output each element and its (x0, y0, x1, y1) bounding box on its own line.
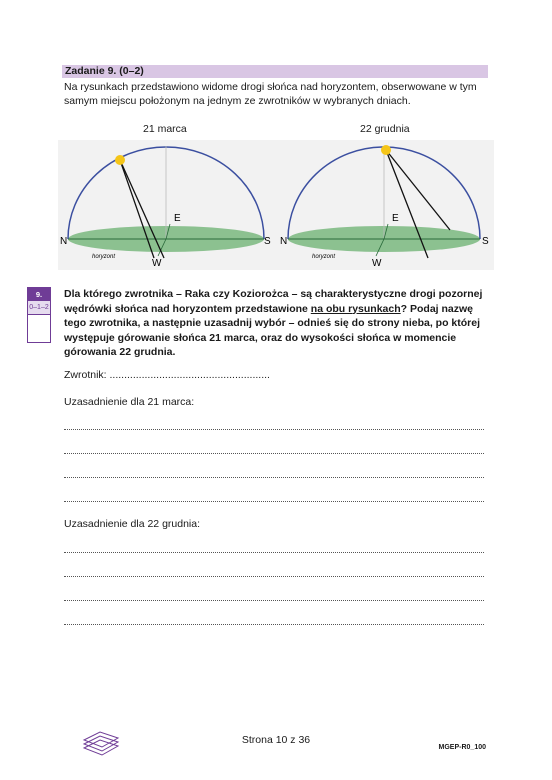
page-number: Strona 10 z 36 (241, 734, 311, 746)
label-s: S (482, 236, 489, 247)
label-horizon: horyzont (312, 254, 336, 260)
figure-2-title: 22 grudnia (360, 123, 410, 135)
zwrotnik-answer-line[interactable]: Zwrotnik: ....................................................... (64, 369, 270, 381)
question-part-1: Dla którego zwrotnika – Raka czy Koziorożca – są charakterystyczne drogi pozornej wędrówki słońca nad horyzontem przedstawione (64, 288, 483, 315)
answer-line[interactable] (64, 599, 484, 601)
answer-line[interactable] (64, 500, 484, 502)
answer-line[interactable] (64, 452, 484, 454)
score-number: 9. (28, 288, 50, 301)
score-box (27, 287, 51, 343)
answer-line[interactable] (64, 551, 484, 553)
label-w: W (152, 258, 162, 269)
sun-icon (381, 145, 391, 155)
document-code: MGEP-R0_100 (438, 744, 486, 751)
uzasadnienie-21-label: Uzasadnienie dla 21 marca: (64, 396, 195, 408)
answer-line[interactable] (64, 575, 484, 577)
label-n: N (280, 236, 288, 247)
task-header: Zadanie 9. (0–2) (62, 65, 488, 78)
question-underlined: na obu rysunkach (310, 302, 401, 315)
answer-line[interactable] (64, 476, 484, 478)
label-w: W (372, 258, 382, 269)
label-e: E (174, 213, 181, 224)
label-horizon: horyzont (92, 254, 116, 260)
score-range: 0–1–2 (28, 301, 50, 315)
answer-line[interactable] (64, 428, 484, 430)
question-text (64, 287, 490, 360)
label-n: N (60, 236, 68, 247)
answer-line[interactable] (64, 623, 484, 625)
figure-1-diagram (58, 140, 278, 270)
figure-2-diagram (278, 140, 494, 270)
uzasadnienie-22-label: Uzasadnienie dla 22 grudnia: (64, 518, 201, 530)
sun-icon (115, 155, 125, 165)
task-intro: Na rysunkach przedstawiono widome drogi słońca nad horyzontem, obserwowane w tym samym miejscu położonym na jednym ze zwrotników w wybranych dniach. (64, 81, 477, 107)
label-e: E (392, 213, 399, 224)
label-s: S (264, 236, 271, 247)
question-part-2: ? Podaj nazwę tego zwrotnika, a następnie uzasadnij wybór – odnieś się do strony nieba, po której występuje górowanie słońca 21 marca, oraz do wysokości słońca w momencie górowania 22 grudnia. (64, 302, 481, 358)
figure-1-title: 21 marca (143, 123, 187, 135)
